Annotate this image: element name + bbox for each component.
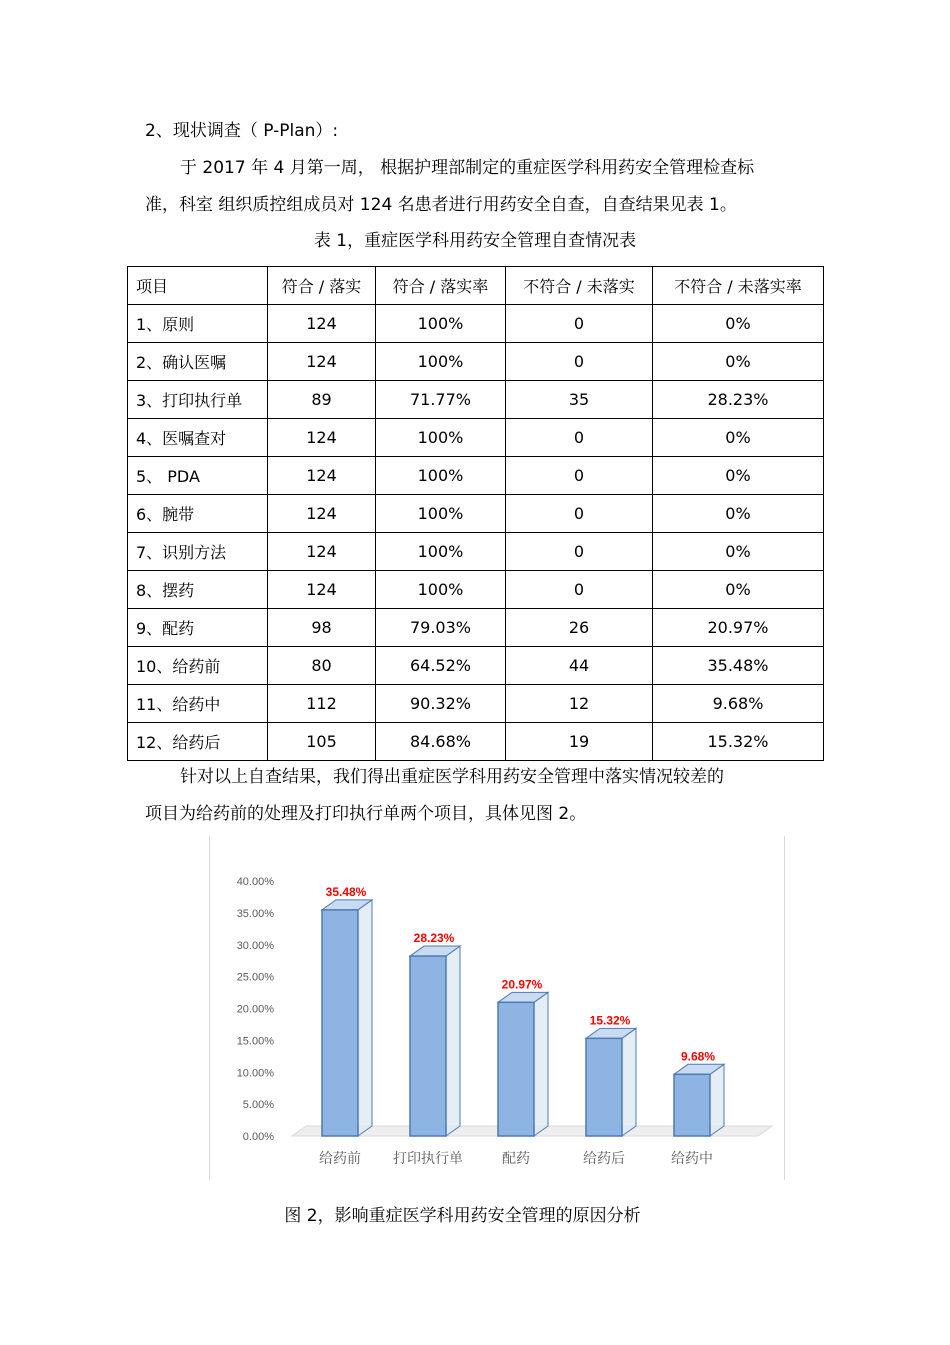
table-cell-value: 124	[268, 571, 376, 609]
header-noncompliant-rate: 不符合 / 未落实率	[653, 267, 824, 305]
table-cell-value: 12	[506, 685, 653, 723]
table-cell-value: 0	[506, 457, 653, 495]
table-cell-value: 26	[506, 609, 653, 647]
table-cell-value: 100%	[376, 457, 506, 495]
table-cell-value: 0	[506, 305, 653, 343]
table-row	[128, 723, 824, 761]
bar	[498, 1002, 534, 1136]
table-cell-item: 9、配药	[128, 609, 268, 647]
table-row	[128, 343, 824, 381]
table-cell-value: 0	[506, 533, 653, 571]
table-row	[128, 533, 824, 571]
y-tick-label: 10.00%	[236, 1067, 274, 1080]
table-cell-value: 89	[268, 381, 376, 419]
table-cell-value: 71.77%	[376, 381, 506, 419]
bar-chart-svg	[210, 836, 784, 1180]
paragraph2-line1: 针对以上自查结果，我们得出重症医学科用药安全管理中落实情况较差的	[180, 767, 724, 787]
table-cell-item: 10、给药前	[128, 647, 268, 685]
table-cell-value: 64.52%	[376, 647, 506, 685]
y-tick-label: 20.00%	[236, 1003, 274, 1016]
table-cell-item: 8、摆药	[128, 571, 268, 609]
table-cell-value: 124	[268, 457, 376, 495]
table-row	[128, 495, 824, 533]
table-cell-value: 0%	[653, 305, 824, 343]
bar-side	[358, 900, 372, 1136]
bar-side	[710, 1064, 724, 1136]
table-cell-value: 0%	[653, 457, 824, 495]
bar-side	[446, 946, 460, 1136]
table-cell-value: 124	[268, 533, 376, 571]
table-row	[128, 647, 824, 685]
figure-caption: 图 2，影响重症医学科用药安全管理的原因分析	[284, 1206, 641, 1226]
data-label: 15.32%	[589, 1013, 631, 1028]
table-cell-value: 100%	[376, 305, 506, 343]
y-tick-label: 40.00%	[236, 876, 274, 888]
table-body	[128, 305, 824, 761]
table-cell-item: 6、腕带	[128, 495, 268, 533]
table-cell-item: 1、原则	[128, 305, 268, 343]
table-cell-value: 100%	[376, 419, 506, 457]
table-cell-value: 105	[268, 723, 376, 761]
table-cell-value: 112	[268, 685, 376, 723]
data-label: 28.23%	[413, 931, 455, 946]
table-row	[128, 685, 824, 723]
table-cell-value: 100%	[376, 571, 506, 609]
table-cell-value: 124	[268, 495, 376, 533]
y-tick-label: 35.00%	[236, 907, 274, 920]
table-cell-value: 100%	[376, 343, 506, 381]
header-item: 项目	[128, 267, 268, 305]
x-tick-label: 给药前	[319, 1151, 361, 1167]
table-cell-item: 12、给药后	[128, 723, 268, 761]
bar	[410, 956, 446, 1136]
y-tick-label: 5.00%	[242, 1099, 274, 1112]
table-cell-value: 15.32%	[653, 723, 824, 761]
y-tick-label: 0.00%	[242, 1131, 274, 1143]
table-cell-value: 90.32%	[376, 685, 506, 723]
table-cell-value: 0%	[653, 533, 824, 571]
table-row	[128, 419, 824, 457]
table-cell-value: 0%	[653, 419, 824, 457]
table-row	[128, 305, 824, 343]
table-cell-value: 124	[268, 305, 376, 343]
paragraph2-line2: 项目为给药前的处理及打印执行单两个项目，具体见图 2。	[145, 804, 587, 824]
table-cell-value: 35	[506, 381, 653, 419]
bar-side	[622, 1028, 636, 1136]
header-compliant: 符合 / 落实	[268, 267, 376, 305]
table-cell-item: 7、识别方法	[128, 533, 268, 571]
table-cell-value: 0%	[653, 343, 824, 381]
table-cell-value: 9.68%	[653, 685, 824, 723]
table-cell-value: 0	[506, 571, 653, 609]
table-cell-value: 98	[268, 609, 376, 647]
paragraph1-line2: 准，科室 组织质控组成员对 124 名患者进行用药安全自查，自查结果见表 1。	[145, 195, 737, 215]
header-noncompliant: 不符合 / 未落实	[506, 267, 653, 305]
table-cell-item: 3、打印执行单	[128, 381, 268, 419]
x-tick-label: 给药中	[671, 1151, 713, 1167]
table-header-row	[128, 267, 824, 305]
self-check-table	[127, 266, 824, 761]
table-cell-value: 0	[506, 419, 653, 457]
table-cell-value: 28.23%	[653, 381, 824, 419]
table-cell-value: 19	[506, 723, 653, 761]
bar	[586, 1038, 622, 1136]
data-label: 20.97%	[501, 977, 543, 992]
table-row	[128, 571, 824, 609]
table-cell-value: 0%	[653, 571, 824, 609]
y-tick-label: 30.00%	[236, 939, 274, 952]
table-row	[128, 381, 824, 419]
table-cell-item: 5、 PDA	[128, 457, 268, 495]
table-cell-value: 84.68%	[376, 723, 506, 761]
bar	[322, 910, 358, 1136]
table-cell-value: 124	[268, 343, 376, 381]
x-tick-label: 打印执行单	[393, 1151, 463, 1167]
table-row	[128, 609, 824, 647]
table-cell-value: 124	[268, 419, 376, 457]
table-cell-item: 11、给药中	[128, 685, 268, 723]
table-cell-value: 100%	[376, 533, 506, 571]
table-cell-value: 0	[506, 495, 653, 533]
table-row	[128, 457, 824, 495]
table-cell-value: 35.48%	[653, 647, 824, 685]
y-tick-label: 25.00%	[236, 971, 274, 984]
paragraph1-line1: 于 2017 年 4 月第一周， 根据护理部制定的重症医学科用药安全管理检查标	[180, 158, 755, 178]
bar-chart	[209, 836, 785, 1180]
data-label: 35.48%	[325, 884, 367, 899]
header-compliant-rate: 符合 / 落实率	[376, 267, 506, 305]
table-cell-value: 0	[506, 343, 653, 381]
x-tick-label: 配药	[502, 1151, 530, 1167]
bar-side	[534, 992, 548, 1136]
table-cell-value: 80	[268, 647, 376, 685]
bar	[674, 1074, 710, 1136]
table-cell-value: 44	[506, 647, 653, 685]
table-cell-value: 20.97%	[653, 609, 824, 647]
y-tick-label: 15.00%	[236, 1035, 274, 1048]
table-cell-value: 0%	[653, 495, 824, 533]
data-label: 9.68%	[680, 1049, 716, 1064]
table-cell-item: 2、确认医嘱	[128, 343, 268, 381]
table-cell-value: 100%	[376, 495, 506, 533]
table-cell-value: 79.03%	[376, 609, 506, 647]
table-cell-item: 4、医嘱查对	[128, 419, 268, 457]
x-tick-label: 给药后	[583, 1151, 625, 1167]
table-caption: 表 1，重症医学科用药安全管理自查情况表	[313, 231, 637, 251]
section-heading: 2、现状调查（ P-Plan）:	[145, 121, 339, 141]
